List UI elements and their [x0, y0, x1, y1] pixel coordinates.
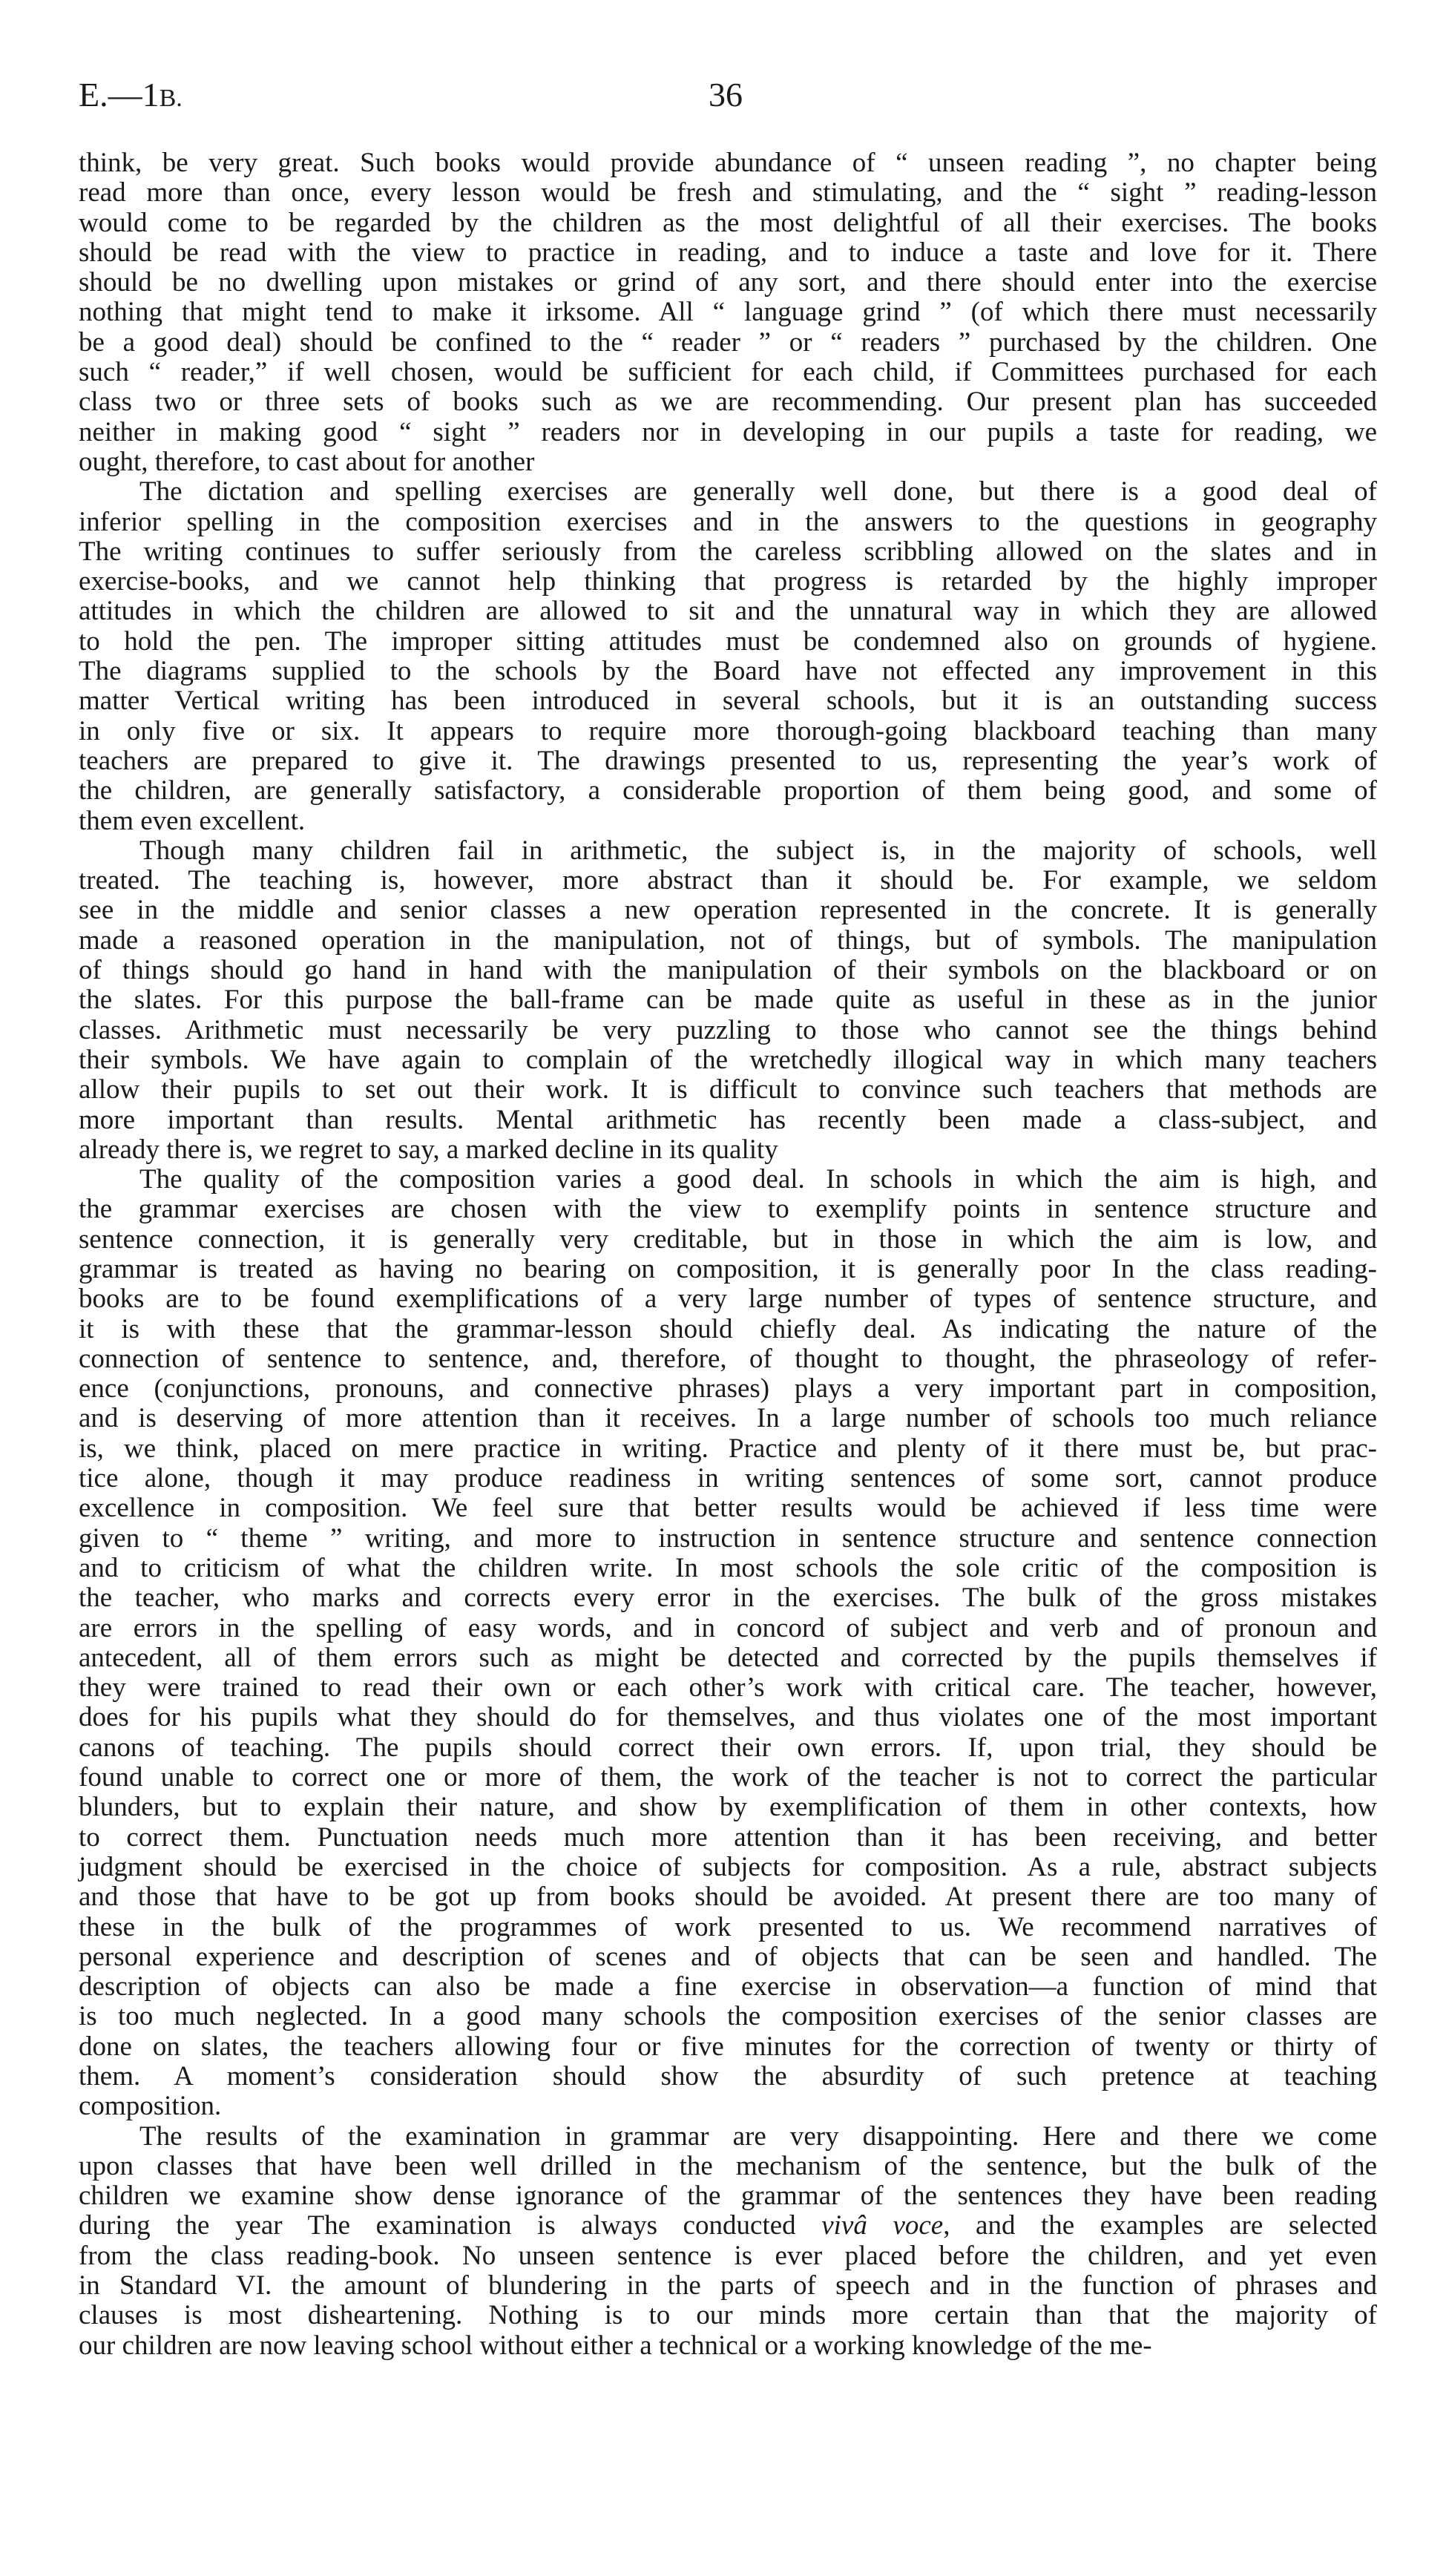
- text-line: ought, therefore, to cast about for another: [79, 446, 535, 477]
- text-line: canons of teaching. The pupils should correct their own errors. If, upon trial, they should be: [79, 1732, 1377, 1763]
- text-line: such “ reader,” if well chosen, would be sufficient for each child, if Committees purchased for each: [79, 357, 1377, 388]
- text-line: Though many children fail in arithmetic, the subject is, in the majority of schools, well: [139, 835, 1377, 866]
- text-line: should be no dwelling upon mistakes or grind of any sort, and there should enter into the exercise: [79, 267, 1377, 298]
- text-line: treated. The teaching is, however, more abstract than it should be. For example, we seldom: [79, 865, 1377, 896]
- text-line: the children, are generally satisfactory, a considerable proportion of them being good, and some of: [79, 775, 1377, 806]
- text-line: more important than results. Mental arithmetic has recently been made a class-subject, and: [79, 1104, 1377, 1135]
- text-line: [79, 2211, 1377, 2241]
- text-line: The results of the examination in grammar are very disappointing. Here and there we come: [139, 2120, 1377, 2152]
- text-line: to hold the pen. The improper sitting attitudes must be condemned also on grounds of hygiene.: [79, 625, 1377, 657]
- text-line: attitudes in which the children are allowed to sit and the unnatural way in which they are allowed: [79, 596, 1377, 627]
- paragraph: [79, 836, 1377, 1165]
- paragraph: [79, 2122, 1377, 2361]
- text-line: The dictation and spelling exercises are generally well done, but there is a good deal of: [139, 476, 1377, 507]
- page-number: 36: [709, 76, 743, 114]
- text-line: ence (conjunctions, pronouns, and connective phrases) plays a very important part in composition,: [79, 1373, 1377, 1404]
- text-line: given to “ theme ” writing, and more to instruction in sentence structure and sentence connection: [79, 1522, 1377, 1554]
- text-line: of things should go hand in hand with the manipulation of their symbols on the blackboard or on: [79, 955, 1377, 986]
- text-line: The diagrams supplied to the schools by the Board have not effected any improvement in this: [79, 656, 1377, 687]
- text-line: The writing continues to suffer seriously from the careless scribbling allowed on the slates and in: [79, 536, 1377, 567]
- text-line: is too much neglected. In a good many schools the composition exercises of the senior classes are: [79, 2001, 1377, 2032]
- text-line: grammar is treated as having no bearing on composition, it is generally poor In the class reading-: [79, 1253, 1377, 1284]
- text-line: allow their pupils to set out their work. It is difficult to convince such teachers that methods are: [79, 1074, 1377, 1105]
- text-line: tice alone, though it may produce readiness in writing sentences of some sort, cannot produce: [79, 1463, 1377, 1494]
- text-line: the teacher, who marks and corrects every error in the exercises. The bulk of the gross mistakes: [79, 1583, 1377, 1614]
- text-line: teachers are prepared to give it. The drawings presented to us, representing the year’s work of: [79, 745, 1377, 776]
- text-line: should be read with the view to practice in reading, and to induce a taste and love for it. There: [79, 237, 1377, 268]
- text-line: The quality of the composition varies a good deal. In schools in which the aim is high, and: [139, 1164, 1377, 1195]
- text-line: connection of sentence to sentence, and, therefore, of thought to thought, the phraseology of refer-: [79, 1343, 1377, 1374]
- text-line: already there is, we regret to say, a marked decline in its quality: [79, 1134, 778, 1165]
- text-line: found unable to correct one or more of them, the work of the teacher is not to correct the particular: [79, 1762, 1377, 1793]
- text-line: think, be very great. Such books would provide abundance of “ unseen reading ”, no chapter being: [79, 148, 1377, 178]
- text-line: does for his pupils what they should do for themselves, and thus violates one of the most important: [79, 1702, 1377, 1733]
- text-line: in Standard VI. the amount of blundering in the parts of speech and in the function of phrases and: [79, 2270, 1377, 2301]
- text-line: and those that have to be got up from books should be avoided. At present there are too many of: [79, 1882, 1377, 1913]
- text-line: done on slates, the teachers allowing four or five minutes for the correction of twenty or thirty of: [79, 2031, 1377, 2062]
- text-line: would come to be regarded by the children as the most delightful of all their exercises. The books: [79, 207, 1377, 238]
- text-line: judgment should be exercised in the choice of subjects for composition. As a rule, abstract subjects: [79, 1851, 1377, 1882]
- text-line: clauses is most disheartening. Nothing is to our minds more certain than that the majority of: [79, 2300, 1377, 2331]
- text-line: personal experience and description of scenes and of objects that can be seen and handled. The: [79, 1941, 1377, 1972]
- text-line: classes. Arithmetic must necessarily be very puzzling to those who cannot see the things behind: [79, 1014, 1377, 1045]
- text-line: sentence connection, it is generally very creditable, but in those in which the aim is low, and: [79, 1223, 1377, 1255]
- text-line: these in the bulk of the programmes of work presented to us. We recommend narratives of: [79, 1911, 1377, 1942]
- text-line: excellence in composition. We feel sure that better results would be achieved if less time were: [79, 1493, 1377, 1524]
- text-line: our children are now leaving school without either a technical or a working knowledge of the me-: [79, 2330, 1152, 2361]
- text-line: the grammar exercises are chosen with the view to exemplify points in sentence structure and: [79, 1194, 1377, 1225]
- text-line: children we examine show dense ignorance of the grammar of the sentences they have been reading: [79, 2181, 1377, 2212]
- italic-phrase: vivâ voce: [821, 2210, 944, 2241]
- text-line: upon classes that have been well drilled in the mechanism of the sentence, but the bulk of the: [79, 2150, 1377, 2181]
- text-line: they were trained to read their own or each other’s work with critical care. The teacher, however,: [79, 1672, 1377, 1703]
- text-line: their symbols. We have again to complain of the wretchedly illogical way in which many teachers: [79, 1044, 1377, 1075]
- text-line: from the class reading-book. No unseen sentence is ever placed before the children, and yet even: [79, 2240, 1377, 2271]
- text-line: exercise-books, and we cannot help thinking that progress is retarded by the highly improper: [79, 566, 1377, 597]
- text-line: the slates. For this purpose the ball-frame can be made quite as useful in these as in the junior: [79, 985, 1377, 1016]
- text-line: and to criticism of what the children write. In most schools the sole critic of the composition is: [79, 1552, 1377, 1583]
- text-line: matter Vertical writing has been introduced in several schools, but it is an outstanding success: [79, 686, 1377, 717]
- text-line: to correct them. Punctuation needs much more attention than it has been receiving, and better: [79, 1821, 1377, 1853]
- text-line: antecedent, all of them errors such as might be detected and corrected by the pupils themselves if: [79, 1642, 1377, 1673]
- text-line: description of objects can also be made a fine exercise in observation—a function of mind that: [79, 1971, 1377, 2002]
- text-line: made a reasoned operation in the manipulation, not of things, but of symbols. The manipulation: [79, 924, 1377, 956]
- text-line: and is deserving of more attention than it receives. In a large number of schools too much reliance: [79, 1403, 1377, 1434]
- text-line: in only five or six. It appears to require more thorough-going blackboard teaching than many: [79, 715, 1377, 746]
- text-line: books are to be found exemplifications of a very large number of types of sentence structure, and: [79, 1284, 1377, 1315]
- text-line: inferior spelling in the composition exercises and in the answers to the questions in geography: [79, 506, 1377, 537]
- series-code-suffix: B.: [159, 85, 183, 112]
- text-line: see in the middle and senior classes a new operation represented in the concrete. It is generally: [79, 895, 1377, 926]
- text-segment: during the year The examination is always conducted: [79, 2210, 822, 2241]
- text-line: is, we think, placed on mere practice in writing. Practice and plenty of it there must be, but prac-: [79, 1433, 1377, 1464]
- text-line: them even excellent.: [79, 805, 306, 836]
- text-line: be a good deal) should be confined to the “ reader ” or “ readers ” purchased by the children. One: [79, 326, 1377, 358]
- text-line: class two or three sets of books such as we are recommending. Our present plan has succeeded: [79, 387, 1377, 418]
- document-body: [79, 148, 1377, 2361]
- text-line: nothing that might tend to make it irksome. All “ language grind ” (of which there must necessarily: [79, 297, 1377, 328]
- text-line: blunders, but to explain their nature, and show by exemplification of them in other contexts, how: [79, 1792, 1377, 1823]
- paragraph: [79, 477, 1377, 836]
- document-series-code: [79, 74, 183, 119]
- text-line: read more than once, every lesson would be fresh and stimulating, and the “ sight ” reading-lesson: [79, 177, 1377, 208]
- series-code: E.—1: [79, 76, 160, 114]
- text-line: it is with these that the grammar-lesson should chiefly deal. As indicating the nature of the: [79, 1313, 1377, 1344]
- text-line: them. A moment’s consideration should show the absurdity of such pretence at teaching: [79, 2061, 1377, 2092]
- text-line: composition.: [79, 2091, 222, 2122]
- text-line: neither in making good “ sight ” readers nor in developing in our pupils a taste for reading, we: [79, 416, 1377, 447]
- paragraph: [79, 148, 1377, 477]
- text-line: are errors in the spelling of easy words, and in concord of subject and verb and of pronoun and: [79, 1612, 1377, 1643]
- paragraph: [79, 1165, 1377, 2122]
- text-segment: , and the examples are selected: [943, 2210, 1377, 2241]
